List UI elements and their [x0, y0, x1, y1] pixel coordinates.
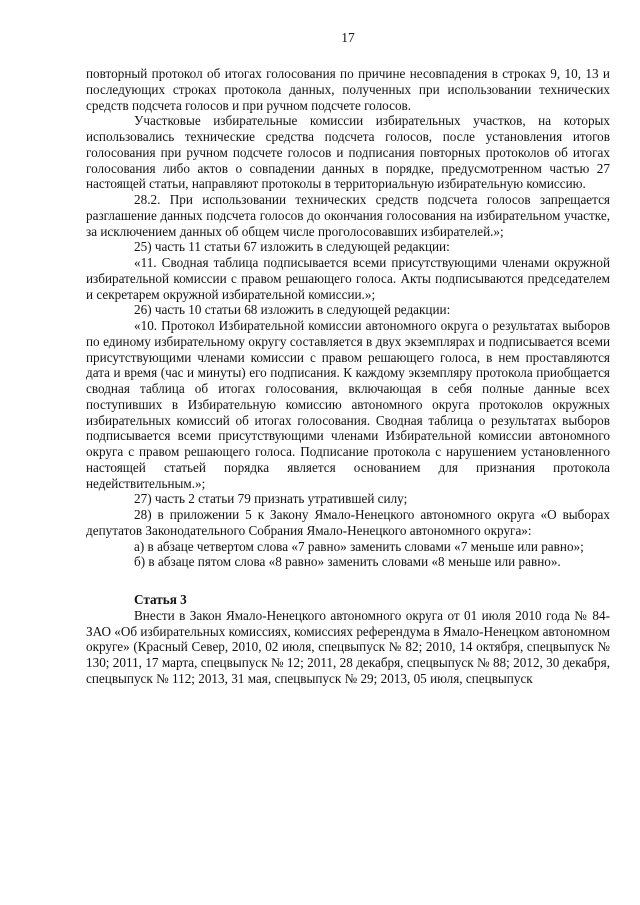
paragraph: 25) часть 11 статьи 67 изложить в следующей редакции: [134, 239, 450, 255]
article-title: Статья 3 [134, 592, 187, 607]
paragraph: «11. Сводная таблица подписывается всеми присутствующими членами окружной избирательной комиссии с правом решающего голоса. Акты подписываются председателем и секретарем окружной избирательной комиссии.»; [86, 255, 610, 302]
paragraph: б) в абзаце пятом слова «8 равно» заменить словами «8 меньше или равно». [134, 554, 561, 570]
paragraph: 27) часть 2 статьи 79 признать утратившей силу; [134, 491, 408, 507]
paragraph: «10. Протокол Избирательной комиссии автономного округа о результатах выборов по единому избирательному округу составляется в двух экземплярах и подписывается всеми присутствующими членами комиссии с правом решающего голоса, в нем проставляются дата и время (час и минуты) его подписания. К каждому экземпляру протокола приобщается сводная таблица об итогах голосования, включающая в себя полные данные всех поступивших в Избирательную комиссию автономного округа протоколов окружных избирательных комиссий об итогах голосования. Сводная таблица о результатах выборов подписывается всеми присутствующими членами Избирательной комиссии автономного округа с правом решающего голоса. Подписание протокола с нарушением установленного настоящей статьей порядка является основанием для признания протокола недействительным.»; [86, 318, 610, 491]
paragraph: 28.2. При использовании технических средств подсчета голосов запрещается разглашение данных подсчета голосов до окончания голосования на избирательном участке, за исключением данных об общем числе проголосовавших избирателей.»; [86, 192, 610, 239]
paragraph: 26) часть 10 статьи 68 изложить в следующей редакции: [134, 302, 451, 318]
paragraph: а) в абзаце четвертом слова «7 равно» заменить словами «7 меньше или равно»; [134, 538, 584, 554]
paragraph: Участковые избирательные комиссии избирательных участков, на которых использовались технические средства подсчета голосов, после установления итогов голосования при ручном подсчете голосов и подписания повторных протоколов об итогах голосования либо актов о совпадении данных в порядке, предусмотренном частью 27 настоящей статьи, направляют протоколы в территориальную избирательную комиссию. [86, 113, 610, 192]
paragraph: 28) в приложении 5 к Закону Ямало-Ненецкого автономного округа «О выборах депутатов Законодательного Собрания Ямало-Ненецкого автономного округа»: [86, 507, 610, 538]
article-paragraph: Внести в Закон Ямало-Ненецкого автономного округа от 01 июля 2010 года № 84-ЗАО «Об избирательных комиссиях, комиссиях референдума в Ямало-Ненецком автономном округе» (Красный Север, 2010, 02 июля, спецвыпуск № 82; 2010, 14 октября, спецвыпуск № 130; 2011, 17 марта, спецвыпуск № 12; 2011, 28 декабря, спецвыпуск № 88; 2012, 30 декабря, спецвыпуск № 112; 2013, 31 мая, спецвыпуск № 29; 2013, 05 июля, спецвыпуск [86, 607, 610, 686]
paragraph-continuation: повторный протокол об итогах голосования по причине несовпадения в строках 9, 10, 13 и последующих строках протокола данных, полученных при использовании технических средств подсчета голосов и при ручном подсчете голосов. [86, 66, 610, 113]
page-number: 17 [341, 30, 355, 45]
